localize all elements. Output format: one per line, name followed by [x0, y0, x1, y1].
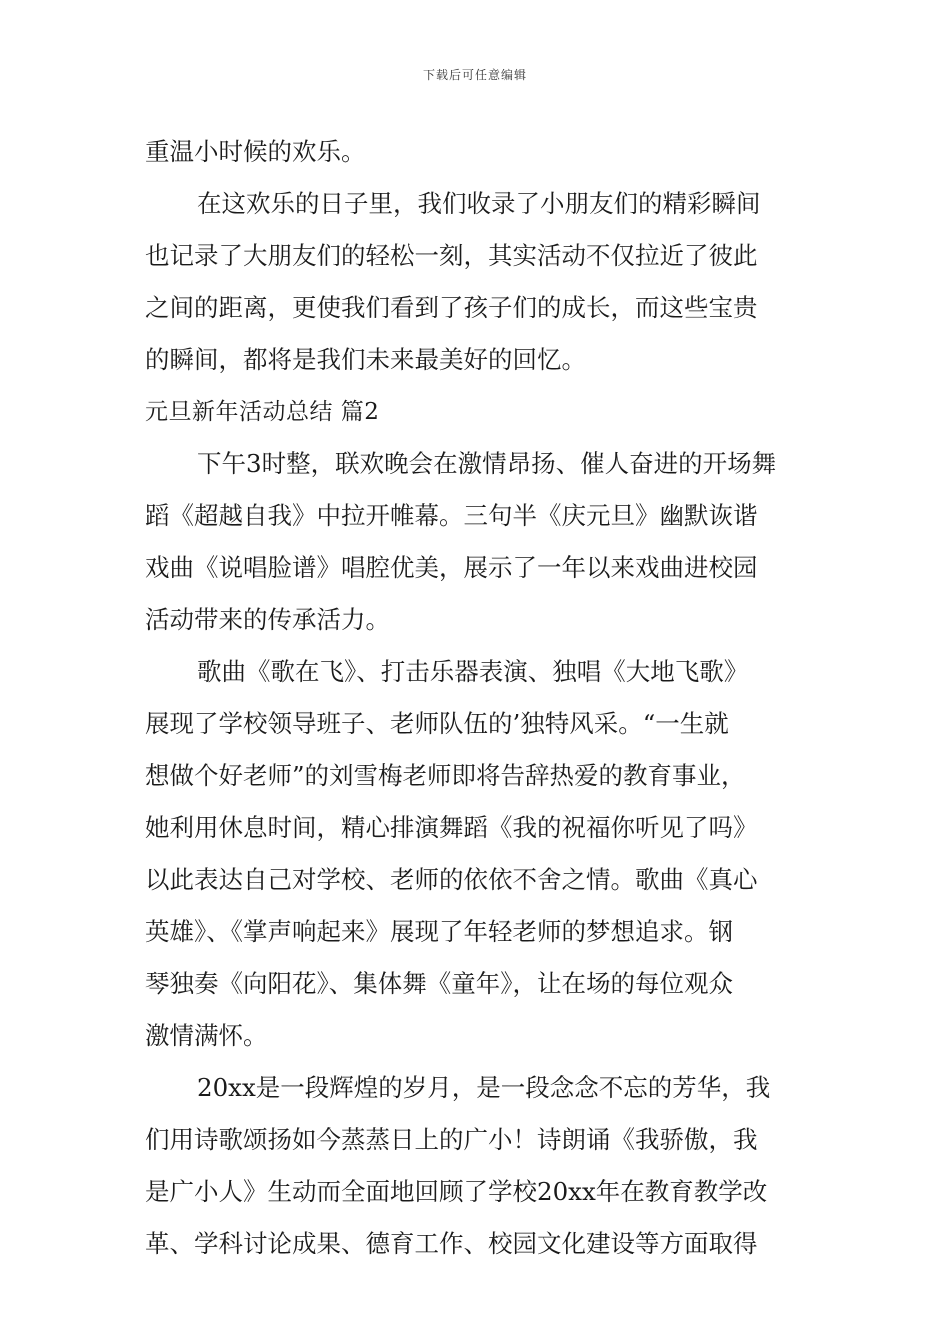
text-line: 的瞬间，都将是我们未来最美好的回忆。 [145, 345, 586, 374]
text-line: 琴独奏《向阳花》、集体舞《童年》，让在场的每位观众 [145, 969, 733, 998]
paragraph-start-line: 歌曲《歌在飞》、打击乐器表演、独唱《大地飞歌》 [197, 657, 749, 686]
text-line: 她利用休息时间，精心排演舞蹈《我的祝福你听见了吗》 [145, 813, 758, 842]
paragraph-start-line: 下午3时整，联欢晚会在激情昂扬、催人奋进的开场舞 [197, 449, 777, 478]
section-heading: 元旦新年活动总结 篇2 [145, 399, 380, 425]
text-line: 以此表达自己对学校、老师的依依不舍之情。歌曲《真心 [145, 865, 758, 894]
text-line: 想做个好老师”的刘雪梅老师即将告辞热爱的教育事业， [145, 761, 746, 790]
text-line: 激情满怀。 [145, 1021, 268, 1050]
header-note: 下载后可任意编辑 [422, 68, 527, 82]
text-line: 之间的距离，更使我们看到了孩子们的成长，而这些宝贵 [145, 293, 758, 322]
text-line: 革、学科讨论成果、德育工作、校园文化建设等方面取得 [145, 1229, 758, 1258]
text-line: 蹈《超越自我》中拉开帷幕。三句半《庆元旦》幽默诙谐 [145, 501, 758, 530]
paragraph-start-line: 在这欢乐的日子里，我们收录了小朋友们的精彩瞬间 [197, 189, 761, 218]
text-line: 展现了学校领导班子、老师队伍的’独特风采。“一生就 [145, 709, 729, 738]
text-line: 活动带来的传承活力。 [145, 605, 390, 634]
text-line: 是广小人》生动而全面地回顾了学校20xx年在教育教学改 [145, 1177, 768, 1206]
document-body [145, 126, 805, 1270]
text-line: 们用诗歌颂扬如今蒸蒸日上的广小！诗朗诵《我骄傲，我 [145, 1125, 758, 1154]
text-line: 戏曲《说唱脸谱》唱腔优美，展示了一年以来戏曲进校园 [145, 553, 758, 582]
text-line: 重温小时候的欢乐。 [145, 137, 366, 166]
text-line: 英雄》、《掌声响起来》展现了年轻老师的梦想追求。钢 [145, 917, 733, 946]
paragraph-start-line: 20xx是一段辉煌的岁月，是一段念念不忘的芳华，我 [197, 1073, 771, 1102]
text-line: 也记录了大朋友们的轻松一刻，其实活动不仅拉近了彼此 [145, 241, 758, 270]
